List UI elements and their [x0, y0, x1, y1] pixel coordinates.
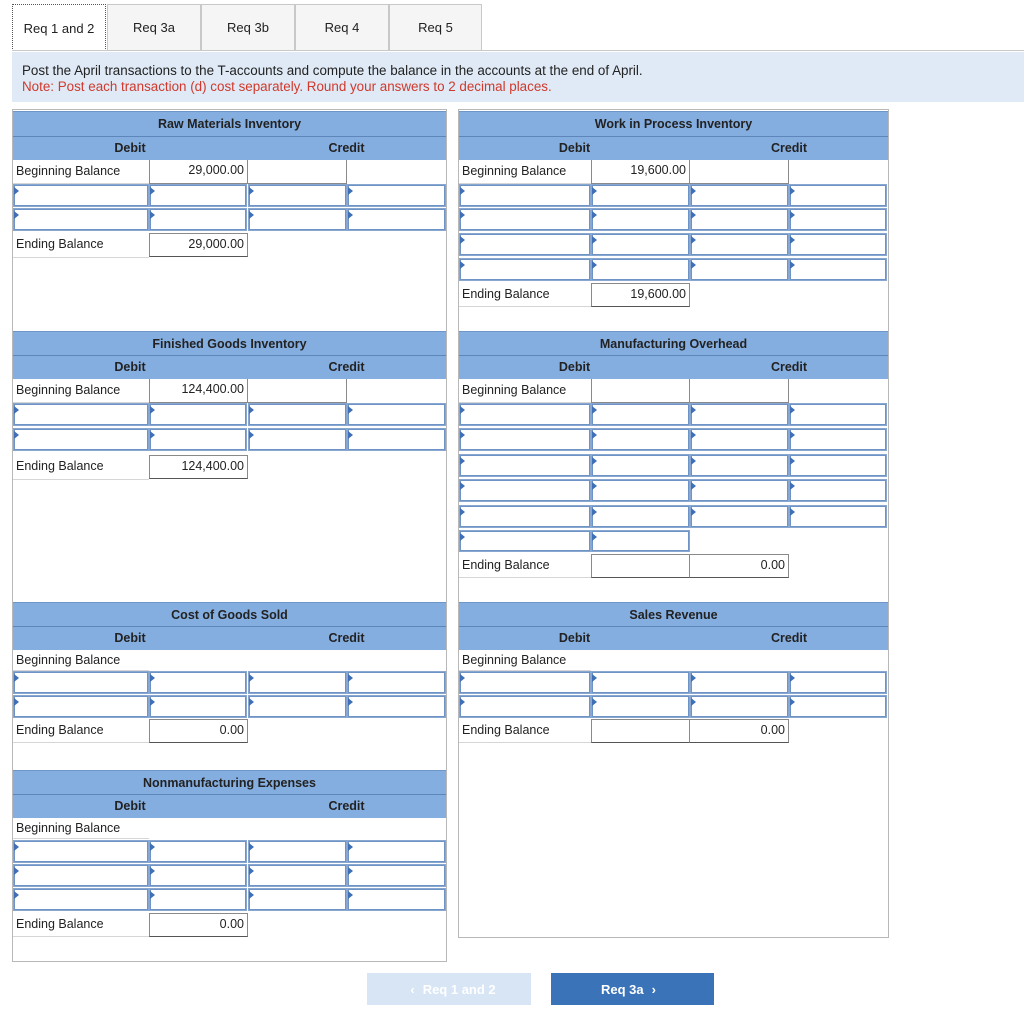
raw-materials-beginning-label: Beginning Balance — [13, 160, 149, 184]
finished-goods-entry-debit-2[interactable] — [149, 428, 247, 451]
wip-debit-header: Debit — [459, 136, 690, 160]
sales-ending-credit: 0.00 — [689, 719, 789, 743]
sales-entry-debit-2[interactable] — [591, 695, 690, 718]
finished-goods-debit-header: Debit — [13, 355, 247, 379]
wip-entry-credit-3[interactable] — [789, 233, 887, 256]
raw-materials-ending-label: Ending Balance — [13, 233, 149, 258]
sales-entry-debit-1[interactable] — [591, 671, 690, 694]
wip-ending-label: Ending Balance — [459, 283, 591, 307]
finished-goods-entry-label-credit-2[interactable] — [248, 428, 347, 451]
moh-entry-label-6[interactable] — [459, 530, 591, 552]
moh-beginning-blank-debit — [591, 379, 690, 403]
wip-entry-label-credit-3[interactable] — [690, 233, 789, 256]
nonmfg-title: Nonmanufacturing Expenses — [13, 770, 446, 795]
prev-req-button[interactable] — [367, 973, 531, 1005]
nonmfg-ending-label: Ending Balance — [13, 913, 149, 937]
nonmfg-entry-label-3[interactable] — [13, 888, 149, 911]
moh-entry-label-3[interactable] — [459, 454, 591, 477]
raw-materials-entry-debit-2[interactable] — [149, 208, 247, 231]
cogs-credit-header: Credit — [247, 626, 446, 650]
nonmfg-entry-debit-1[interactable] — [149, 840, 247, 863]
prev-req-label: Req 1 and 2 — [422, 981, 496, 997]
nonmfg-entry-label-credit-1[interactable] — [248, 840, 347, 863]
moh-entry-label-5[interactable] — [459, 505, 591, 528]
finished-goods-entry-label-2[interactable] — [13, 428, 149, 451]
moh-entry-label-4[interactable] — [459, 479, 591, 502]
wip-entry-label-1[interactable] — [459, 184, 591, 207]
cogs-entry-label-credit-1[interactable] — [248, 671, 347, 694]
nonmfg-entry-debit-2[interactable] — [149, 864, 247, 887]
tab-divider — [12, 50, 1024, 51]
sales-entry-credit-2[interactable] — [789, 695, 887, 718]
raw-materials-entry-label-credit-1[interactable] — [248, 184, 347, 207]
sales-title: Sales Revenue — [459, 602, 888, 627]
raw-materials-entry-debit-1[interactable] — [149, 184, 247, 207]
moh-beginning-blank — [689, 379, 789, 403]
moh-entry-credit-5[interactable] — [789, 505, 887, 528]
raw-materials-entry-label-2[interactable] — [13, 208, 149, 231]
wip-entry-debit-1[interactable] — [591, 184, 690, 207]
nonmfg-beginning-label: Beginning Balance — [13, 817, 149, 839]
chevron-left-icon: ‹ — [410, 981, 415, 997]
tab-req-4[interactable]: Req 4 — [295, 4, 389, 50]
moh-ending-label: Ending Balance — [459, 554, 591, 578]
moh-entry-label-1[interactable] — [459, 403, 591, 426]
moh-beginning-label: Beginning Balance — [459, 379, 591, 403]
nonmfg-entry-label-credit-2[interactable] — [248, 864, 347, 887]
wip-entry-label-credit-4[interactable] — [690, 258, 789, 281]
wip-entry-label-3[interactable] — [459, 233, 591, 256]
moh-ending-blank-debit — [591, 554, 690, 578]
sales-entry-label-credit-2[interactable] — [690, 695, 789, 718]
finished-goods-beginning-blank — [247, 379, 347, 403]
raw-materials-entry-credit-1[interactable] — [347, 184, 446, 207]
finished-goods-entry-debit-1[interactable] — [149, 403, 247, 426]
cogs-entry-credit-2[interactable] — [347, 695, 446, 718]
moh-debit-header: Debit — [459, 355, 690, 379]
nonmfg-debit-header: Debit — [13, 794, 247, 818]
raw-materials-ending-debit: 29,000.00 — [149, 233, 248, 257]
moh-title: Manufacturing Overhead — [459, 331, 888, 356]
raw-materials-beginning-debit: 29,000.00 — [149, 160, 248, 184]
nonmfg-entry-debit-3[interactable] — [149, 888, 247, 911]
moh-credit-header: Credit — [690, 355, 888, 379]
cogs-entry-debit-1[interactable] — [149, 671, 247, 694]
cogs-entry-label-2[interactable] — [13, 695, 149, 718]
moh-entry-credit-3[interactable] — [789, 454, 887, 477]
wip-entry-label-credit-1[interactable] — [690, 184, 789, 207]
sales-ending-blank-debit — [591, 719, 690, 743]
wip-ending-debit: 19,600.00 — [591, 283, 690, 307]
moh-entry-label-credit-1[interactable] — [690, 403, 789, 426]
cogs-entry-label-credit-2[interactable] — [248, 695, 347, 718]
wip-entry-debit-4[interactable] — [591, 258, 690, 281]
finished-goods-entry-label-1[interactable] — [13, 403, 149, 426]
moh-entry-label-credit-3[interactable] — [690, 454, 789, 477]
chevron-right-icon: › — [651, 981, 656, 997]
sales-entry-credit-1[interactable] — [789, 671, 887, 694]
raw-materials-entry-label-credit-2[interactable] — [248, 208, 347, 231]
moh-entry-debit-3[interactable] — [591, 454, 690, 477]
wip-title: Work in Process Inventory — [459, 111, 888, 136]
finished-goods-entry-credit-2[interactable] — [347, 428, 446, 451]
cogs-ending-label: Ending Balance — [13, 719, 149, 743]
moh-entry-debit-1[interactable] — [591, 403, 690, 426]
cogs-beginning-label: Beginning Balance — [13, 649, 149, 671]
instructions-note: Note: Post each transaction (d) cost separately. Round your answers to 2 decimal places. — [22, 79, 552, 94]
nonmfg-entry-label-credit-3[interactable] — [248, 888, 347, 911]
wip-entry-label-2[interactable] — [459, 208, 591, 231]
cogs-ending-debit: 0.00 — [149, 719, 248, 743]
cogs-debit-header: Debit — [13, 626, 247, 650]
next-req-label: Req 3a — [601, 981, 644, 997]
sales-credit-header: Credit — [690, 626, 888, 650]
instructions-text: Post the April transactions to the T-accounts and compute the balance in the accounts at the end of April. — [22, 63, 643, 78]
nonmfg-entry-label-2[interactable] — [13, 864, 149, 887]
moh-entry-credit-1[interactable] — [789, 403, 887, 426]
wip-entry-credit-2[interactable] — [789, 208, 887, 231]
finished-goods-credit-header: Credit — [247, 355, 446, 379]
tab-req-3a[interactable]: Req 3a — [107, 4, 201, 50]
wip-beginning-label: Beginning Balance — [459, 160, 591, 184]
wip-entry-label-4[interactable] — [459, 258, 591, 281]
wip-entry-debit-3[interactable] — [591, 233, 690, 256]
nonmfg-credit-header: Credit — [247, 794, 446, 818]
raw-materials-entry-credit-2[interactable] — [347, 208, 446, 231]
finished-goods-entry-label-credit-1[interactable] — [248, 403, 347, 426]
raw-materials-title: Raw Materials Inventory — [13, 111, 446, 136]
nonmfg-entry-credit-1[interactable] — [347, 840, 446, 863]
moh-entry-debit-6[interactable] — [591, 530, 690, 552]
sales-ending-label: Ending Balance — [459, 719, 591, 743]
finished-goods-beginning-label: Beginning Balance — [13, 379, 149, 403]
sales-entry-label-2[interactable] — [459, 695, 591, 718]
wip-credit-header: Credit — [690, 136, 888, 160]
tab-req-3b[interactable]: Req 3b — [201, 4, 295, 50]
cogs-entry-label-1[interactable] — [13, 671, 149, 694]
sales-debit-header: Debit — [459, 626, 690, 650]
raw-materials-beginning-blank — [247, 160, 347, 184]
next-req-button[interactable] — [551, 973, 714, 1005]
nonmfg-entry-credit-2[interactable] — [347, 864, 446, 887]
finished-goods-title: Finished Goods Inventory — [13, 331, 446, 356]
cogs-entry-credit-1[interactable] — [347, 671, 446, 694]
wip-entry-debit-2[interactable] — [591, 208, 690, 231]
moh-entry-debit-2[interactable] — [591, 428, 690, 451]
moh-entry-credit-2[interactable] — [789, 428, 887, 451]
wip-entry-credit-1[interactable] — [789, 184, 887, 207]
wip-entry-label-credit-2[interactable] — [690, 208, 789, 231]
moh-entry-label-credit-4[interactable] — [690, 479, 789, 502]
moh-entry-label-credit-2[interactable] — [690, 428, 789, 451]
finished-goods-beginning-debit: 124,400.00 — [149, 379, 248, 403]
raw-materials-debit-header: Debit — [13, 136, 247, 160]
moh-entry-debit-5[interactable] — [591, 505, 690, 528]
nonmfg-ending-debit: 0.00 — [149, 913, 248, 937]
nonmfg-entry-credit-3[interactable] — [347, 888, 446, 911]
moh-entry-debit-4[interactable] — [591, 479, 690, 502]
moh-entry-label-credit-5[interactable] — [690, 505, 789, 528]
sales-entry-label-1[interactable] — [459, 671, 591, 694]
finished-goods-ending-debit: 124,400.00 — [149, 455, 248, 479]
wip-beginning-blank — [689, 160, 789, 184]
tab-req-1-and-2[interactable]: Req 1 and 2 — [12, 4, 106, 51]
raw-materials-credit-header: Credit — [247, 136, 446, 160]
sales-entry-label-credit-1[interactable] — [690, 671, 789, 694]
tab-req-5[interactable]: Req 5 — [389, 4, 482, 50]
sales-beginning-label: Beginning Balance — [459, 649, 591, 671]
nonmfg-entry-label-1[interactable] — [13, 840, 149, 863]
instructions-box — [12, 52, 1024, 102]
moh-entry-label-2[interactable] — [459, 428, 591, 451]
cogs-entry-debit-2[interactable] — [149, 695, 247, 718]
moh-entry-credit-4[interactable] — [789, 479, 887, 502]
raw-materials-entry-label-1[interactable] — [13, 184, 149, 207]
wip-beginning-debit: 19,600.00 — [591, 160, 690, 184]
finished-goods-ending-label: Ending Balance — [13, 455, 149, 480]
cogs-title: Cost of Goods Sold — [13, 602, 446, 627]
finished-goods-entry-credit-1[interactable] — [347, 403, 446, 426]
wip-entry-credit-4[interactable] — [789, 258, 887, 281]
moh-ending-credit: 0.00 — [689, 554, 789, 578]
